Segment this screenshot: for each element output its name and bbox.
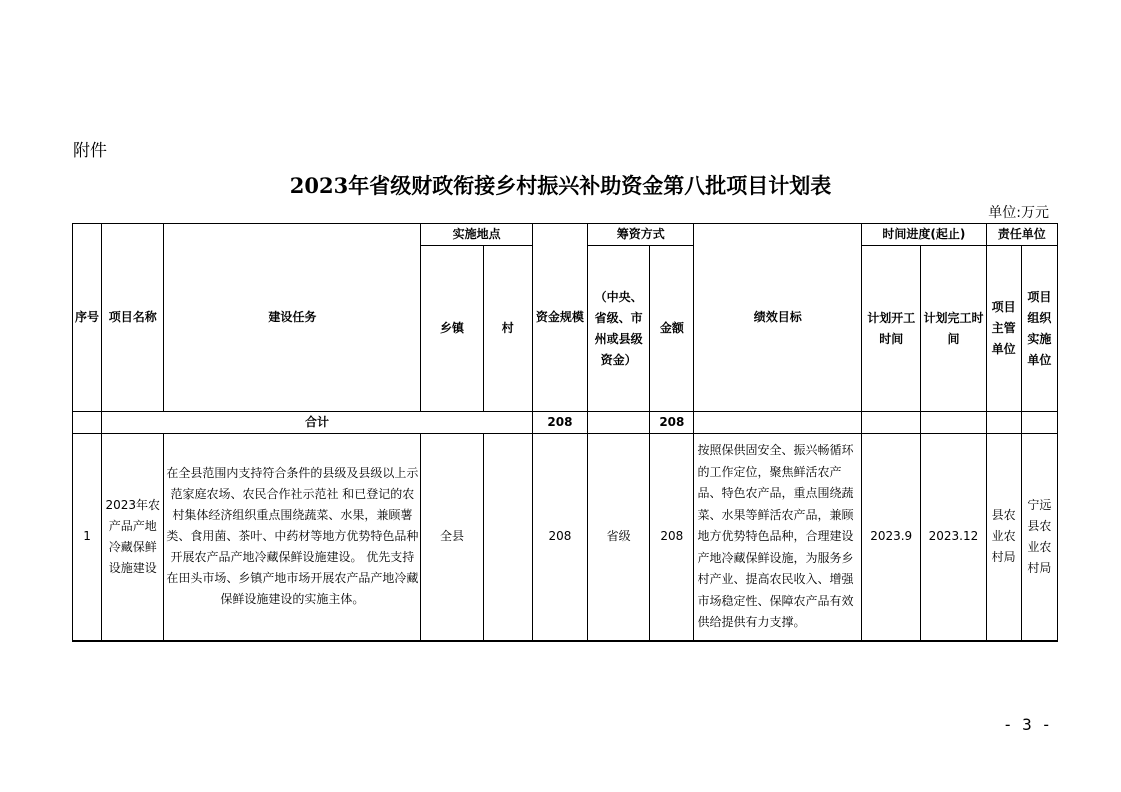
row-project-name: 2023年农产品产地冷藏保鲜设施建设: [102, 434, 164, 641]
header-responsible: 责任单位: [986, 224, 1057, 246]
header-implementer: 项目组织实施单位: [1021, 246, 1057, 412]
table-row: [73, 434, 1058, 641]
row-seq: 1: [73, 434, 102, 641]
row-supervisor: 县农业农村局: [986, 434, 1021, 641]
header-fund-scale: 资金规模: [532, 224, 587, 412]
total-end: [921, 412, 986, 434]
header-planned-start: 计划开工时间: [862, 246, 921, 412]
total-implementer: [1021, 412, 1057, 434]
row-fund-scale: 208: [532, 434, 587, 641]
row-amount: 208: [650, 434, 694, 641]
total-row: [73, 412, 1058, 434]
total-funding-source: [588, 412, 650, 434]
row-planned-end: 2023.12: [921, 434, 986, 641]
header-planned-end: 计划完工时间: [921, 246, 986, 412]
header-performance-goal: 绩效目标: [694, 224, 862, 412]
row-construction-task: 在全县范围内支持符合条件的县级及县级以上示范家庭农场、农民合作社示范社 和已登记的农村集体经济组织重点围绕蔬菜、水果，兼顾薯类、食用菌、茶叶、中药材等地方优势特色品种开展农产品产地冷藏保鲜设施建设。 优先支持在田头市场、乡镇产地市场开展农产品产地冷藏保鲜设施建设的实施主体。: [164, 434, 421, 641]
unit-label: 单位:万元: [988, 205, 1049, 221]
row-village: [483, 434, 532, 641]
header-location: 实施地点: [421, 224, 532, 246]
header-project-name: 项目名称: [102, 224, 164, 412]
header-seq: 序号: [73, 224, 102, 412]
header-village: 村: [483, 246, 532, 412]
total-goal: [694, 412, 862, 434]
header-financing: 筹资方式: [588, 224, 694, 246]
total-supervisor: [986, 412, 1021, 434]
total-start: [862, 412, 921, 434]
header-township: 乡镇: [421, 246, 483, 412]
header-amount: 金额: [650, 246, 694, 412]
row-funding-source: 省级: [588, 434, 650, 641]
project-plan-table: [72, 223, 1058, 642]
row-township: 全县: [421, 434, 483, 641]
header-funding-source: （中央、省级、市州或县级资金）: [588, 246, 650, 412]
row-implementer: 宁远县农业农村局: [1021, 434, 1057, 641]
total-seq: [73, 412, 102, 434]
total-fund-scale: 208: [532, 412, 587, 434]
row-planned-start: 2023.9: [862, 434, 921, 641]
page-number: - 3 -: [1002, 715, 1051, 734]
document-title: 2023年省级财政衔接乡村振兴补助资金第八批项目计划表: [289, 173, 832, 198]
attachment-label: 附件: [73, 141, 107, 161]
total-amount: 208: [650, 412, 694, 434]
header-supervisor: 项目主管单位: [986, 246, 1021, 412]
row-performance-goal: 按照保供固安全、振兴畅循环的工作定位，聚焦鲜活农产品、特色农产品，重点围绕蔬菜、水果等鲜活农产品，兼顾地方优势特色品种，合理建设产地冷藏保鲜设施，为服务乡村产业、提高农民收入、增强市场稳定性、保障农产品有效供给提供有力支撑。: [694, 434, 862, 641]
header-schedule: 时间进度(起止): [862, 224, 987, 246]
header-construction-task: 建设任务: [164, 224, 421, 412]
total-label: 合计: [102, 412, 533, 434]
